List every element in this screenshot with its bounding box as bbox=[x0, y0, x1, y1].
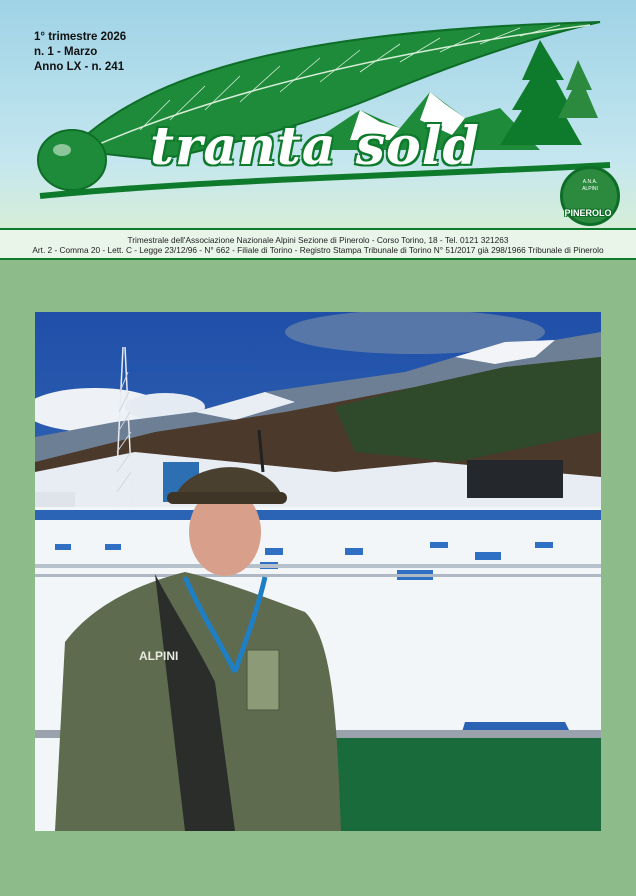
jacket-alpini-text: ALPINI bbox=[139, 649, 179, 663]
journal-title: tranta sold bbox=[150, 116, 480, 177]
bottom-rule bbox=[0, 258, 636, 260]
issue-info bbox=[34, 30, 126, 75]
badge-top-text: A.N.A. bbox=[582, 179, 598, 185]
issue-number: n. 1 - Marzo bbox=[34, 46, 98, 58]
badge-mid-text: ALPINI bbox=[582, 186, 598, 192]
issue-quarter: 1° trimestre 2026 bbox=[34, 31, 127, 43]
cover-photo bbox=[35, 312, 601, 831]
top-rule bbox=[0, 228, 636, 230]
ski-stadium-photo bbox=[35, 312, 601, 831]
issue-year: Anno LX - n. 241 bbox=[34, 61, 125, 73]
legal-line: Art. 2 - Comma 20 - Lett. C - Legge 23/12/96 - N° 662 - Filiale di Torino - Registro Stampa Tribunale di Torino N° 51/2017 già 298/1966 Tribunale di Pinerolo bbox=[32, 245, 604, 255]
masthead bbox=[0, 0, 636, 228]
badge-city-text: PINEROLO bbox=[564, 208, 612, 218]
publisher-line: Trimestrale dell'Associazione Nazionale Alpini Sezione di Pinerolo - Corso Torino, 18 - Tel. 0121 321263 bbox=[127, 235, 509, 245]
